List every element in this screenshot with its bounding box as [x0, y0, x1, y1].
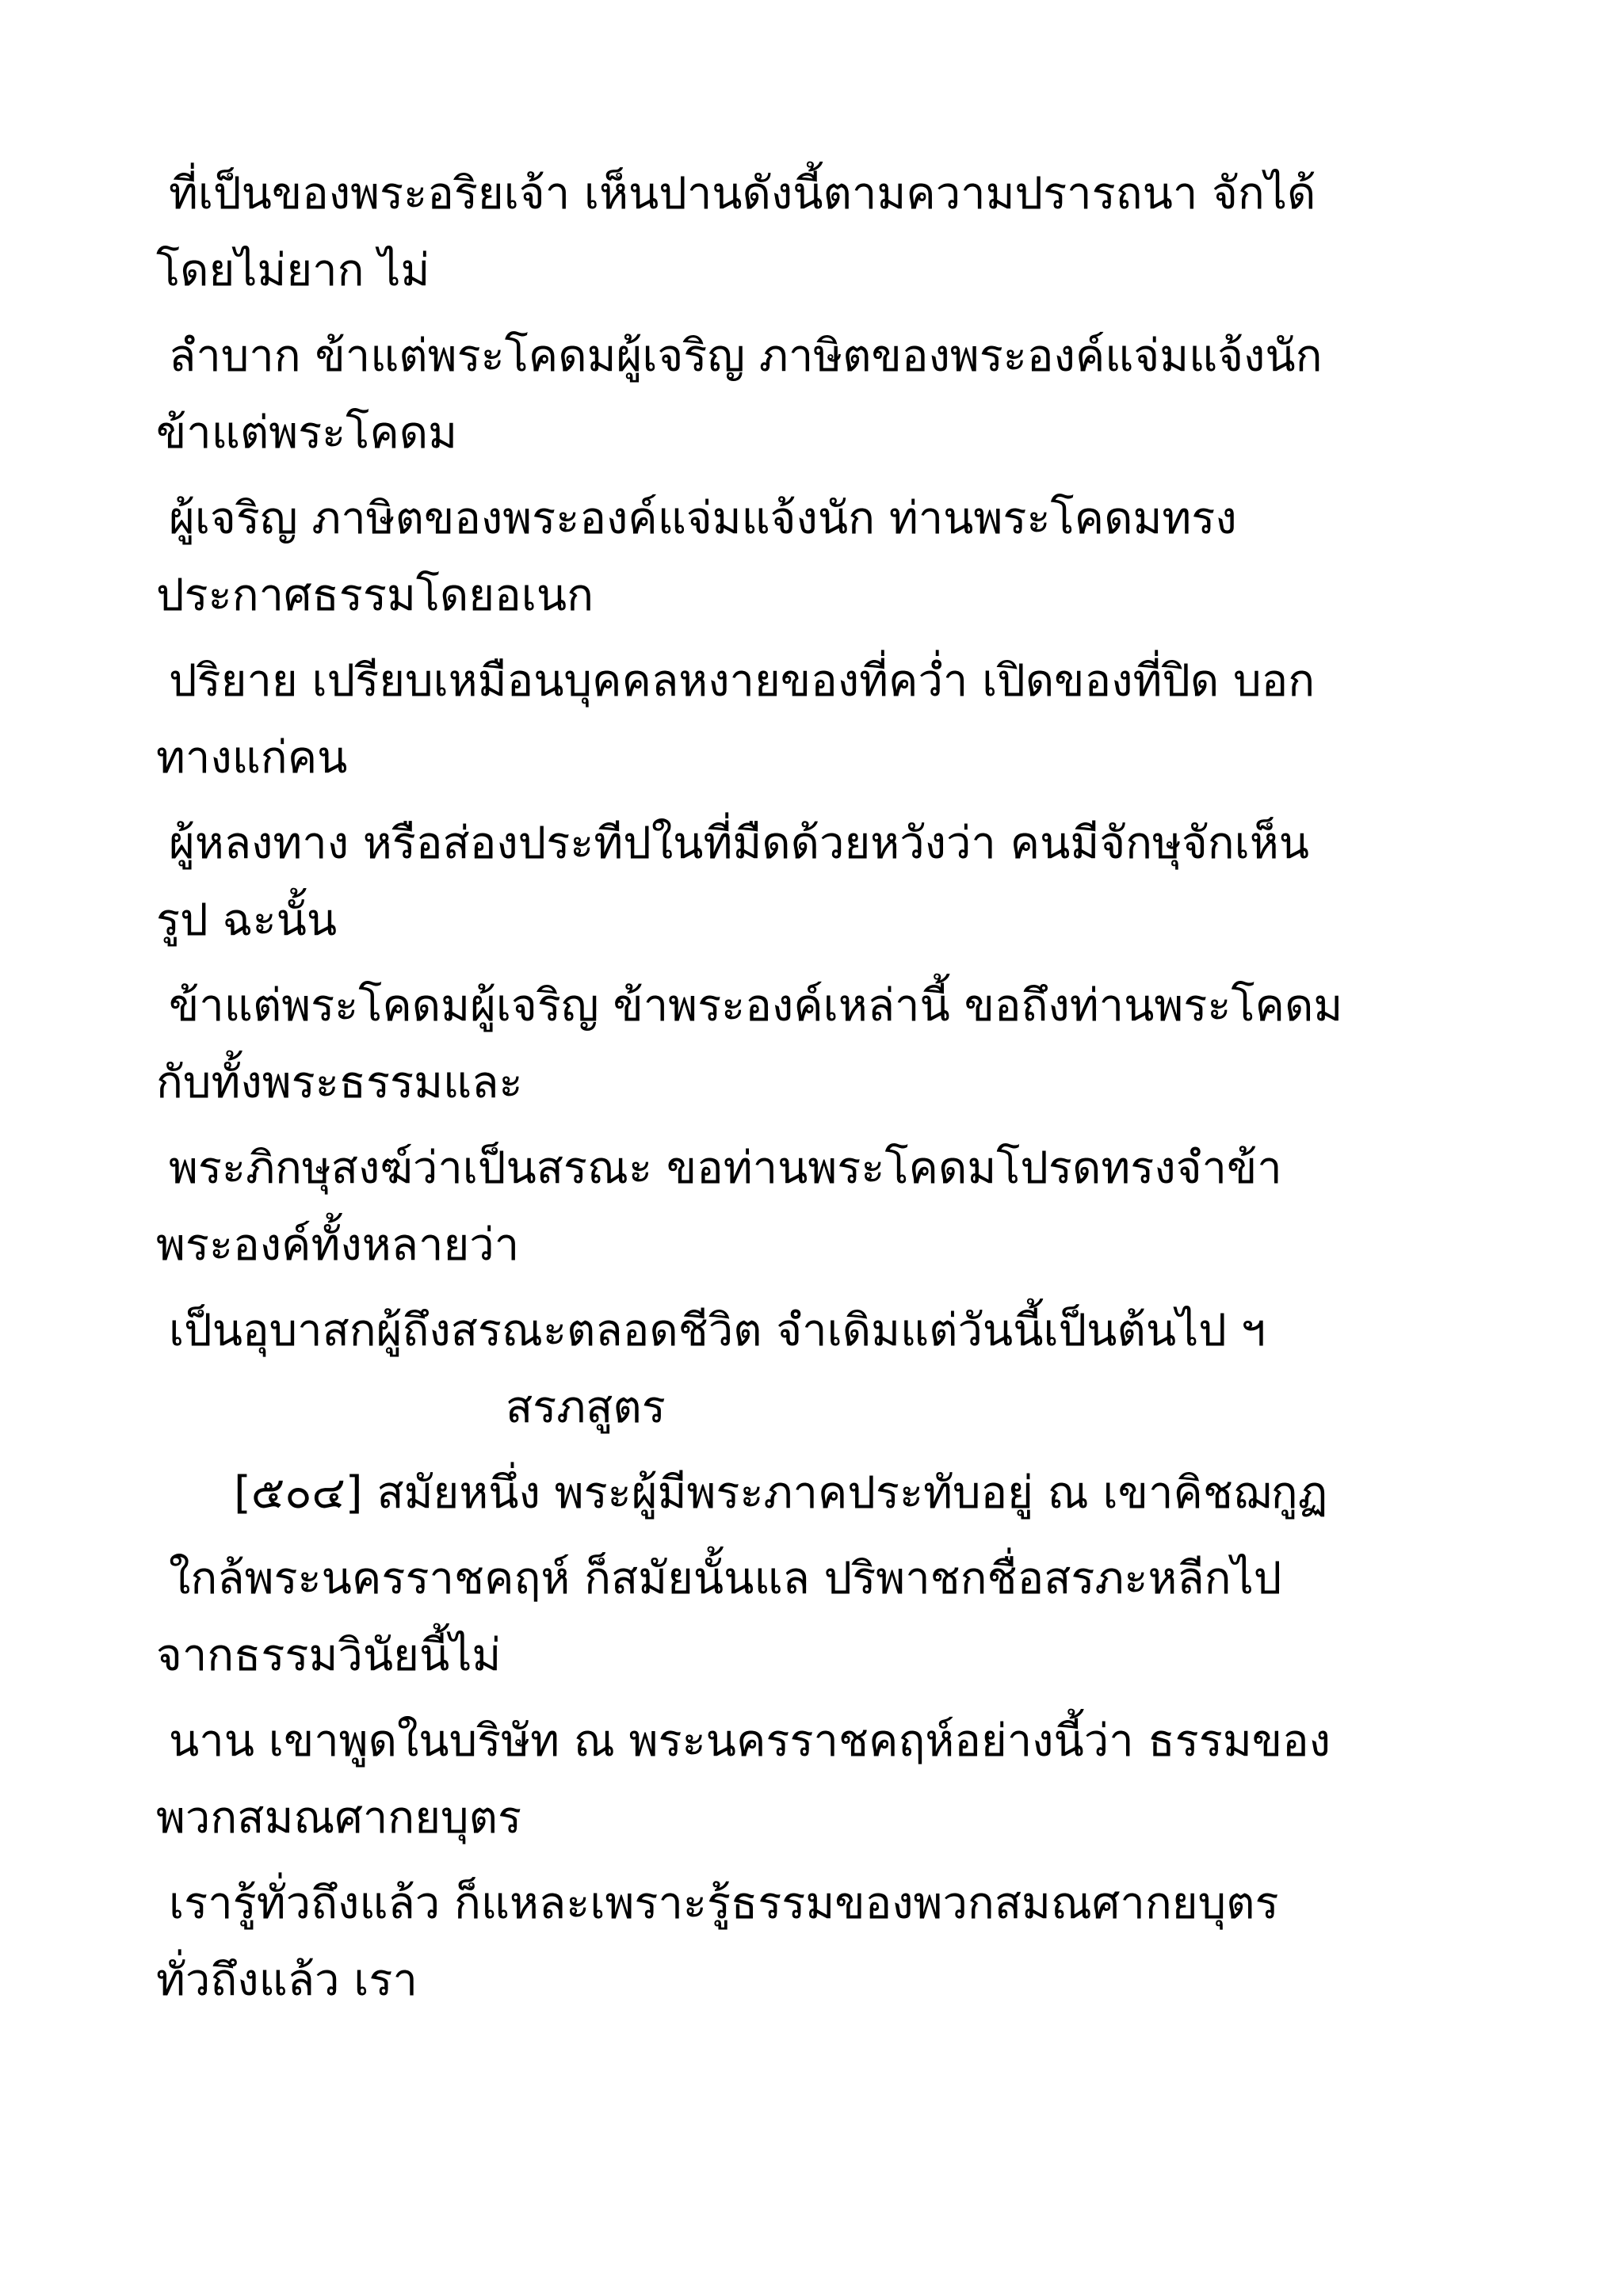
text-line: ผู้เจริญ ภาษิตของพระองค์แจ่มแจ้งนัก ท่านพระโคดมทรง: [169, 493, 1237, 544]
text-line: จากธรรมวินัยนี้ไม่: [156, 1630, 502, 1681]
text-line: ปริยาย เปรียบเหมือนบุคคลหงายของที่คว่ำ เปิดของที่ปิด บอก: [169, 655, 1316, 707]
text-line: ข้าแต่พระโคดม: [156, 407, 458, 459]
section-title: สรภสูตร: [506, 1382, 666, 1433]
text-line: เรารู้ทั่วถึงแล้ว ก็แหละเพราะรู้ธรรมของพวกสมณศากยบุตร: [169, 1878, 1279, 1929]
text-line: พวกสมณศากยบุตร: [156, 1792, 522, 1844]
text-line: โดยไม่ยาก ไม่: [156, 245, 430, 296]
text-line: กับทั้งพระธรรมและ: [156, 1057, 523, 1108]
text-line: เป็นอุบาสกผู้ถึงสรณะตลอดชีวิต จำเดิมแต่วันนี้เป็นต้นไป ฯ: [169, 1305, 1266, 1356]
text-line: รูป ฉะนั้น: [156, 894, 338, 946]
text-line: [๕๐๔] สมัยหนึ่ง พระผู้มีพระภาคประทับอยู่ ณ เขาคิชฌกูฏ: [234, 1467, 1328, 1519]
text-line: ข้าแต่พระโคดมผู้เจริญ ข้าพระองค์เหล่านี้ ขอถึงท่านพระโคดม: [169, 980, 1343, 1032]
text-line: นาน เขาพูดในบริษัท ณ พระนครราชคฤห์อย่างนี้ว่า ธรรมของ: [169, 1715, 1331, 1767]
text-line: พระภิกษุสงฆ์ว่าเป็นสรณะ ขอท่านพระโคดมโปรดทรงจำข้า: [169, 1142, 1282, 1194]
text-line: ใกล้พระนครราชคฤห์ ก็สมัยนั้นแล ปริพาชกชื่อสรภะหลีกไป: [169, 1553, 1282, 1604]
text-line: ที่เป็นของพระอริยเจ้า เห็นปานดังนี้ตามความปรารถนา จักได้: [169, 168, 1316, 219]
text-line: ผู้หลงทาง หรือส่องประทีปในที่มืดด้วยหวังว่า คนมีจักษุจักเห็น: [169, 818, 1310, 869]
text-line: ทั่วถึงแล้ว เรา: [156, 1955, 418, 2006]
text-line: ทางแก่คน: [156, 732, 348, 784]
text-line: ลำบาก ข้าแต่พระโคดมผู้เจริญ ภาษิตของพระองค์แจ่มแจ้งนัก: [169, 330, 1323, 382]
text-line: ประกาศธรรมโดยอเนก: [156, 570, 594, 621]
text-line: พระองค์ทั้งหลายว่า: [156, 1219, 520, 1271]
